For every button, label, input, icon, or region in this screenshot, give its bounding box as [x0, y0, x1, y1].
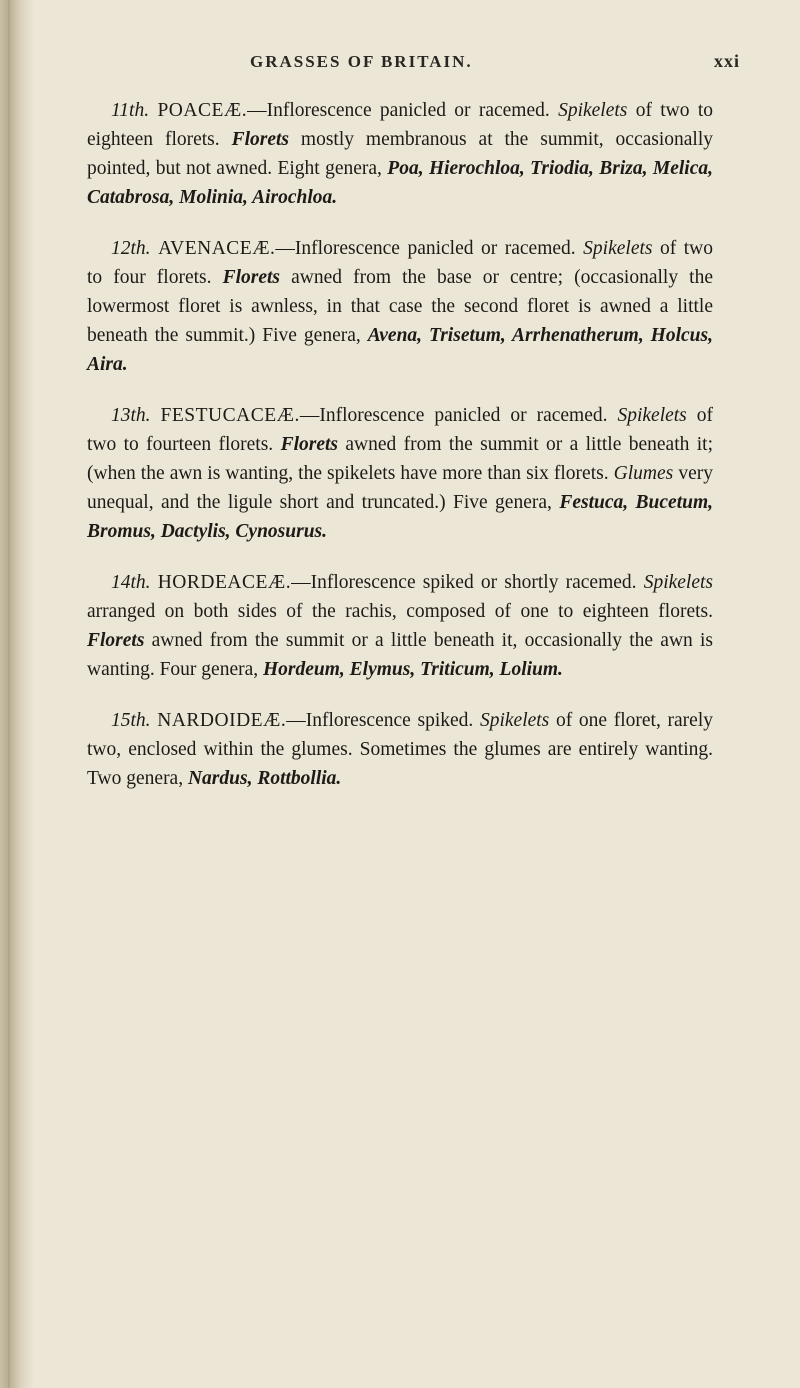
section-number: 15th.: [111, 710, 151, 731]
term-spikelets: Spikelets: [617, 405, 687, 426]
tribe-name: FESTUCACEÆ.: [160, 405, 300, 426]
description-text: arranged on both sides of the rachis, composed of one to eighteen florets.: [87, 601, 713, 622]
description-text: of two to eighteen florets.: [87, 100, 714, 150]
section-number: 13th.: [111, 405, 151, 426]
term-spikelets: Spikelets: [583, 238, 653, 259]
tribe-name: POACEÆ.: [157, 100, 248, 121]
tribe-name: HORDEACEÆ.: [157, 572, 292, 593]
term-florets: Florets: [87, 630, 145, 651]
description-text: of one floret, rarely two, enclosed within the glumes. Sometimes the glumes are entirely wanting. Two genera,: [87, 710, 713, 789]
description-text: —Inflorescence panicled or racemed.: [275, 238, 584, 259]
term-glumes: Glumes: [613, 463, 674, 484]
tribe-paragraph-poaceae: [87, 96, 713, 212]
running-title: GRASSES OF BRITAIN.: [250, 52, 473, 71]
description-text: awned from the summit or a little beneath it, occasionally the awn is wanting. Four genera,: [87, 630, 713, 680]
genera-list: Avena, Trisetum, Arrhenatherum, Holcus, Aira.: [87, 325, 713, 375]
description-text: of two to four florets.: [87, 238, 713, 288]
description-text: —Inflorescence spiked.: [286, 710, 480, 731]
tribe-name: AVENACEÆ.: [158, 238, 276, 259]
genera-list: Festuca, Bucetum, Bromus, Dactylis, Cynosurus.: [87, 492, 714, 542]
description-text: of two to fourteen florets.: [87, 405, 713, 455]
tribe-name: NARDOIDEÆ.: [157, 710, 287, 731]
tribe-paragraph-nardoideae: [87, 706, 713, 793]
description-text: awned from the base or centre; (occasionally the lowermost floret is awnless, in that case the second floret is awned a little beneath the summit.) Five genera,: [87, 267, 713, 346]
term-florets: Florets: [280, 434, 338, 455]
genera-list: Poa, Hierochloa, Triodia, Briza, Melica, Catabrosa, Molinia, Airochloa.: [87, 158, 713, 208]
page-binding-edge: [0, 0, 34, 1388]
tribe-paragraph-hordeaceae: [87, 568, 713, 684]
term-spikelets: Spikelets: [479, 710, 550, 731]
genera-list: Hordeum, Elymus, Triticum, Lolium.: [263, 659, 563, 680]
term-florets: Florets: [231, 129, 289, 150]
description-text: —Inflorescence panicled or racemed.: [299, 405, 618, 426]
page-number: xxi: [714, 51, 741, 71]
tribe-paragraph-festucaceae: [87, 401, 713, 546]
tribe-paragraph-avenaceae: [87, 234, 713, 379]
section-number: 14th.: [111, 572, 151, 593]
term-spikelets: Spikelets: [558, 100, 628, 121]
description-text: mostly membranous at the summit, occasionally pointed, but not awned. Eight genera,: [87, 129, 713, 179]
section-number: 12th.: [111, 238, 151, 259]
description-text: —Inflorescence spiked or shortly racemed.: [291, 572, 644, 593]
description-text: very unequal, and the ligule short and truncated.) Five genera,: [87, 463, 713, 513]
section-number: 11th.: [111, 100, 150, 121]
term-spikelets: Spikelets: [643, 572, 713, 593]
genera-list: Nardus, Rottbollia.: [187, 768, 342, 789]
page-body: [87, 96, 713, 815]
description-text: —Inflorescence panicled or racemed.: [247, 100, 559, 121]
description-text: awned from the summit or a little beneath it; (when the awn is wanting, the spikelets have more than six florets.: [87, 434, 713, 484]
term-florets: Florets: [222, 267, 281, 288]
